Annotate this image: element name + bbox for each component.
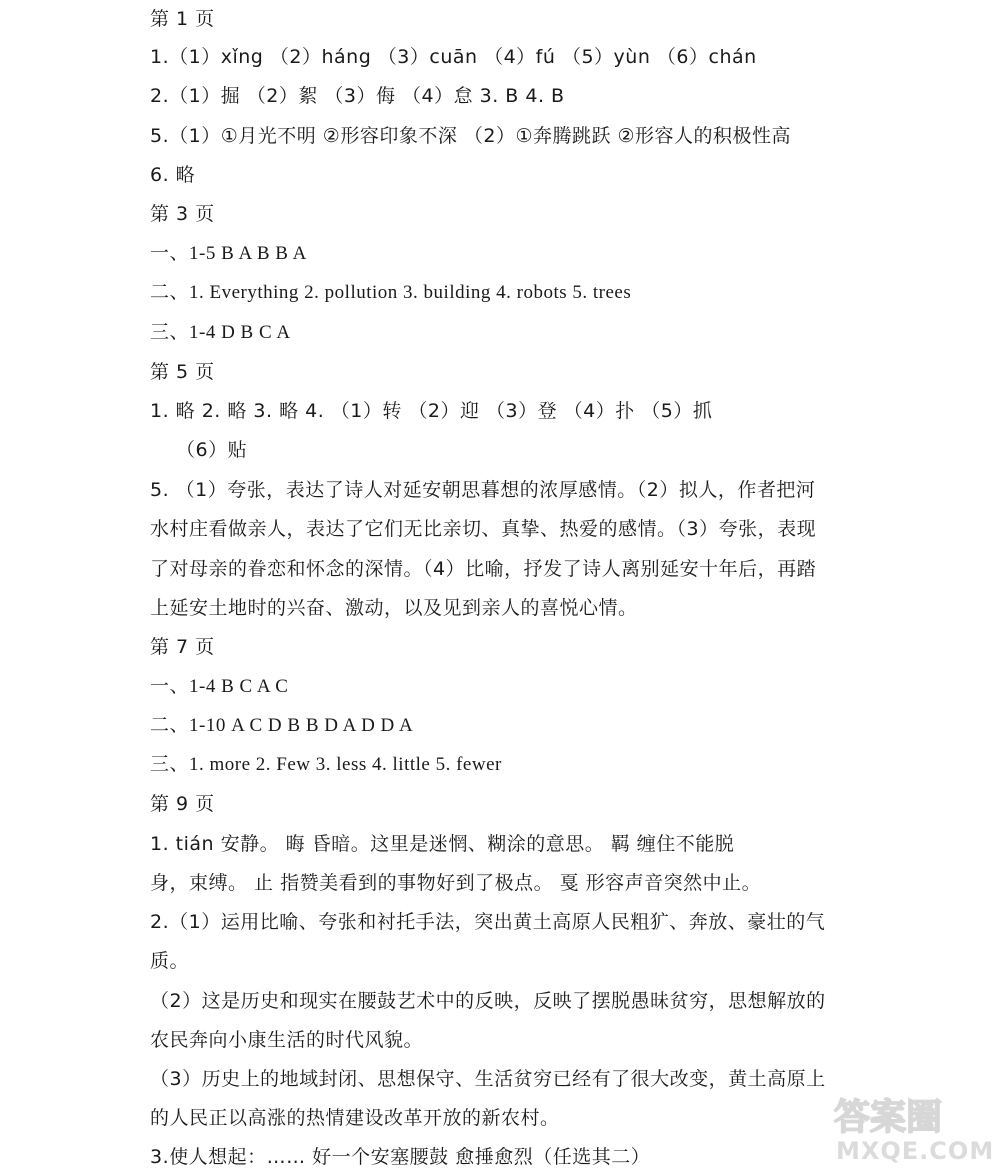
answer-line: 2.（1）运用比喻、夸张和衬托手法，突出黄土高原人民粗犷、奔放、豪壮的气 bbox=[150, 911, 826, 933]
answer-line: 二、1. Everything 2. pollution 3. building 4. robots 5. trees bbox=[150, 282, 632, 303]
answer-line: 上延安土地时的兴奋、激动，以及见到亲人的喜悦心情。 bbox=[150, 597, 638, 619]
answer-line: 1. 略 2. 略 3. 略 4. （1）转 （2）迎 （3）登 （4）扑 （5）抓 bbox=[150, 400, 713, 422]
answer-line: 3.使人想起：…… 好一个安塞腰鼓 愈捶愈烈（任选其二） bbox=[150, 1146, 651, 1168]
site-watermark bbox=[832, 1093, 995, 1165]
page-heading-5: 第 5 页 bbox=[150, 361, 215, 383]
answer-line: （3）历史上的地域封闭、思想保守、生活贫穷已经有了很大改变，黄土高原上 bbox=[150, 1068, 826, 1090]
answer-line: 2.（1）掘 （2）絮 （3）侮 （4）怠 3. B 4. B bbox=[150, 85, 565, 107]
answer-line: 的人民正以高涨的热情建设改革开放的新农村。 bbox=[150, 1107, 560, 1129]
watermark-logo-icon bbox=[832, 1093, 982, 1137]
answer-line: 三、1-4 D B C A bbox=[150, 322, 291, 343]
answer-line: 6. 略 bbox=[150, 164, 196, 186]
answer-line: 1. tián 安静。 晦 昏暗。这里是迷惘、糊涂的意思。 羁 缠住不能脱 bbox=[150, 833, 735, 855]
answer-line: 水村庄看做亲人，表达了它们无比亲切、真挚、热爱的感情。（3）夸张，表现 bbox=[150, 518, 817, 540]
page-heading-7: 第 7 页 bbox=[150, 636, 215, 658]
answer-line: 了对母亲的眷恋和怀念的深情。（4）比喻，抒发了诗人离别延安十年后，再踏 bbox=[150, 558, 817, 580]
answer-line: （6）贴 bbox=[176, 439, 248, 461]
page-heading-9: 第 9 页 bbox=[150, 793, 215, 815]
answer-line: 5.（1）①月光不明 ②形容印象不深 （2）①奔腾跳跃 ②形容人的积极性高 bbox=[150, 125, 792, 147]
page-heading-3: 第 3 页 bbox=[150, 203, 215, 225]
answer-line: 一、1-5 B A B B A bbox=[150, 243, 307, 264]
svg-text:答案圈: 答案圈 bbox=[834, 1097, 943, 1137]
answer-line: 质。 bbox=[150, 950, 190, 972]
answer-line: 1.（1）xǐng （2）háng （3）cuān （4）fú （5）yùn （6）chán bbox=[150, 46, 757, 68]
answer-line: 农民奔向小康生活的时代风貌。 bbox=[150, 1029, 424, 1051]
answer-line: 一、1-4 B C A C bbox=[150, 676, 289, 697]
answer-line: 身，束缚。 止 指赞美看到的事物好到了极点。 戛 形容声音突然中止。 bbox=[150, 872, 762, 894]
answer-line: 二、1-10 A C D B B D A D D A bbox=[150, 715, 414, 736]
answer-line: 5. （1）夸张，表达了诗人对延安朝思暮想的浓厚感情。（2）拟人，作者把河 bbox=[150, 479, 816, 501]
watermark-url: MXQE.COM bbox=[836, 1137, 995, 1165]
answer-line: 三、1. more 2. Few 3. less 4. little 5. fewer bbox=[150, 754, 502, 775]
page-heading-1: 第 1 页 bbox=[150, 8, 215, 30]
answer-line: （2）这是历史和现实在腰鼓艺术中的反映，反映了摆脱愚昧贫穷，思想解放的 bbox=[150, 990, 826, 1012]
